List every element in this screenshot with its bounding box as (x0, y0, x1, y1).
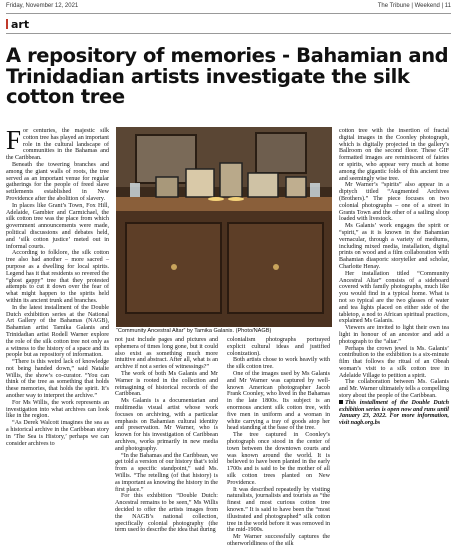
body-paragraph: It was described repeatedly by visiting naturalists, journalists and tourists as “the finest and most curious cotton tree known.” It is said to have been the “most illustrated and photographed” silk cotton tree in the world before it was removed in the mid-1900s. (227, 486, 330, 534)
body-paragraph: The work of both Ms Galanis and Mr Warner is rooted in the collection and reimagining of historical records of the Caribbean. (115, 370, 218, 398)
issue-date: Friday, November 12, 2021 (6, 3, 79, 9)
body-paragraph: The collaboration between Ms. Galanis and Mr. Warner ultimately tells a compelling story about the people of the Caribbean. (339, 379, 449, 400)
body-paragraph: Viewers are invited to light their own tea light in honour of an ancestor and add a photograph to the “altar.” (339, 325, 449, 345)
body-paragraph: “As Derek Walcott imagines the sea as a historical archive in the Caribbean story in ‘The Sea is History,’ perhaps we can consider archives to (6, 420, 109, 447)
section-rule (6, 33, 451, 34)
headline: A repository of memories - Bahamian and Trinidadian artists investigate the silk cotton tree (6, 44, 449, 108)
bullet-square-icon (339, 400, 343, 404)
drop-cap: F (6, 125, 22, 155)
body-paragraph: For Ms Willis, the work represents an investigation into what archives can look like in the region. (6, 399, 109, 420)
body-paragraph: Ms Galanis is a documentarian and multimedia visual artist whose work focuses on archiving, with a particular emphasis on Bahamian cultural identity and preservation. Mr Warner, who is known for his investigation of Caribbean archives, works primarily in new media and photography. (115, 398, 218, 452)
body-column-1 (6, 125, 109, 447)
body-column-4 (339, 128, 449, 427)
exhibition-note: This installment of the Double Dutch exhibition series is open now and runs until January 23, 2022. For more information, visit nagb.org.bs (339, 399, 449, 427)
article-photo (116, 127, 332, 327)
body-paragraph: The tree captured in Coonley’s photograph once stood in the center of town between the downtown courts and was known around the world. It is believed to have been planted in the early 1700s and is said to be the mother of all silk cotton trees planted on New Providence. (227, 432, 330, 486)
body-paragraph: “In the Bahamas and the Caribbean, we get told a version of our history that’s told from a specific standpoint,” said Ms. Willis. “The retelling (of that history) is as important as knowing the history in the first place.” (115, 452, 218, 493)
body-paragraph: Both artists chose to work heavily with the silk cotton tree. (227, 357, 330, 371)
body-paragraph: In places like Grant’s Town, Fox Hill, Adelaide, Gambier and Carmichael, the silk cotton tree was the place from which government announcements were made, political discussions and debates held, and ‘silk cotton justice’ meted out in informal courts. (6, 202, 109, 250)
section-label (6, 18, 29, 31)
publication-info: The Tribune | Weekend | 11 (377, 3, 451, 9)
body-paragraph: Beneath the towering branches and among the giant walls of roots, the tree served as an important venue for regular gatherings for the people of freed slave settlements established in New Providence after the abolition of slavery. (6, 161, 109, 202)
body-paragraph: According to folklore, the silk cotton tree also had another – more sacred – purpose as a dwelling for local spirits. Legend has it that residents so revered the “ghost gappy” tree that they protested attempts to cut it down over the fear of what might happen to the spirits held within its ancient trunk and branches. (6, 250, 109, 304)
body-paragraph: Mr Warner’s “spirits” also appear in a diptych titled “Augmented Archives (Brothers).” The piece focuses on two colonial photographs – one of a street in Grants Town and the other of a sailing sloop loaded with livestock. (339, 182, 449, 223)
body-paragraph: Ms Galanis’ work engages the spirit or “spirit,” as it is known in the Bahamian vernacular, through a variety of mediums, including mixed media, installation, digital prints on wood and a film collaboration with Bahamian diasporic storyteller and scholar, Charlotte Henay. (339, 223, 449, 270)
body-paragraph: colonialism photographs portrayed explicit cultural ideas and justified colonization). (227, 337, 330, 357)
page-header (6, 2, 451, 12)
body-paragraph: Perhaps the crown jewel is Ms. Galanis’ contribution to the exhibition is a six-minute film that follows the ritual of an Obeah woman’s visit to a silk cotton tree in Adelaide Village to petition a spirit. (339, 345, 449, 379)
body-paragraph: Mr Warner successfully captures the otherworldliness of the silk (227, 534, 330, 547)
section-title: art (11, 18, 30, 31)
body-paragraph: One of the images used by Ms Galanis and Mr Warner was captured by well-known American photographer Jacob Frank Coonley, who lived in the Bahamas in the late 1800s. Its subject is an enormous ancient silk cotton tree, with five men in uniform and a woman in white carrying a tray of goods atop her head standing at the base of the tree. (227, 370, 330, 432)
header-rule (6, 13, 451, 14)
body-column-3 (227, 337, 330, 548)
body-paragraph: “There is this weird lack of knowledge not being handed down,” said Natalie Willis, the show’s co-curator. “You can think of the tree as something that holds these memories, that holds the spirit. It’s another way to interpret the archive.” (6, 359, 109, 400)
body-column-2 (115, 337, 218, 534)
altar-photo-illustration (116, 127, 332, 327)
lead-paragraph: For centuries, the majestic silk cotton tree has played an important role in the cultural landscape of communities in the Bahamas and the Caribbean. (6, 125, 109, 162)
body-paragraph: not just include pages and pictures and ephemera of times long gone, but it could also exist as something much more intuitive and abstract. After all, what is an archive if not a series of witnessings?” (115, 337, 218, 371)
body-paragraph: cotton tree with the insertion of fractal digital images in the Coonley photograph, which is digitally projected in the gallery’s Ballroom on the second floor. These GIF formatted images are reminiscent of fairies or spirits, who appear very much at home among the gigantic folds of this ancient tree and seemingly wise tree. (339, 128, 449, 182)
photo-caption: “Community Ancestral Altar” by Tamika Galanis. (Photo/NAGB) (116, 328, 272, 334)
body-paragraph: For this exhibition “Double Dutch: Ancestral remains to be seen,” Ms Willis decided to offer the artists images from the NAGB’s national collection, specifically colonial photography (the term used to describe the idea that during (115, 493, 218, 534)
body-paragraph: Her installation titled “Community Ancestral Altar” consists of a sideboard covered with family photographs, much like you would find in a typical home. What is not so typical are the two glasses of water and tea lights placed on either side of the tabletop, a nod to African spiritual practices, explained Ms Galanis. (339, 270, 449, 325)
body-paragraph: In the latest installment of the Double Dutch exhibition series at the National Art Gallery of the Bahamas (NAGB), Bahamian artist Tamika Galanis and Trinidadian artist Rodell Warner explore the role of the silk cotton tree not only as a witness to the history of a space and its people but as repository of information. (6, 304, 109, 359)
section-marker (6, 19, 8, 29)
